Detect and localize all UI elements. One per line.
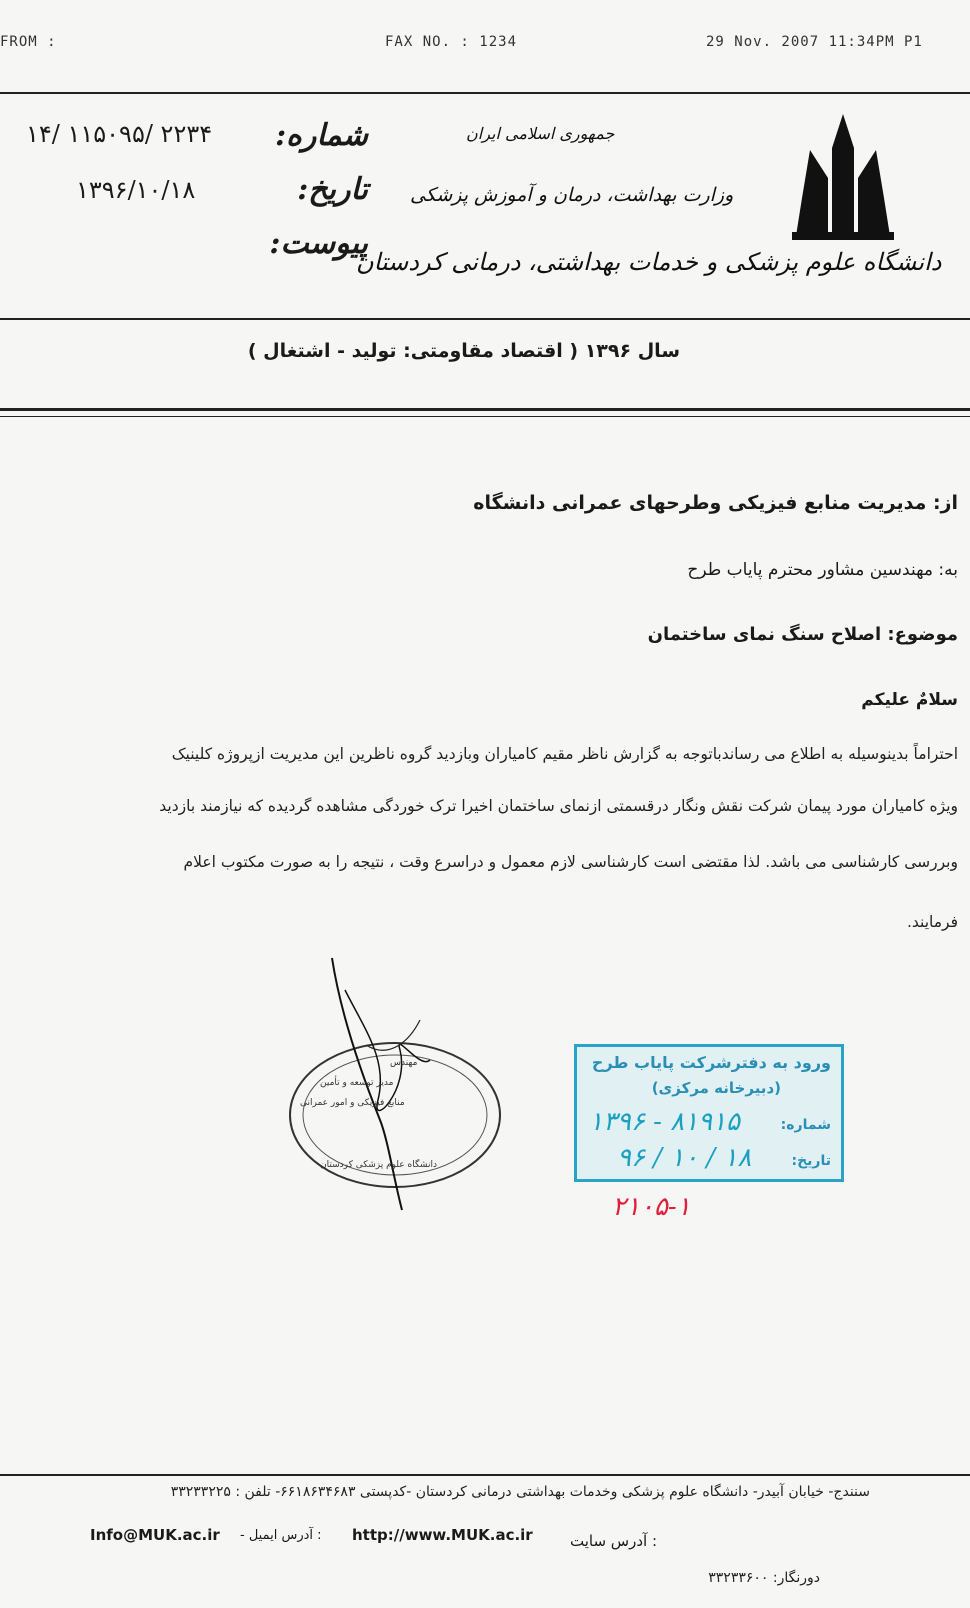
fax-datetime: 29 Nov. 2007 11:34PM P1: [706, 34, 923, 50]
university-logo: [788, 108, 898, 248]
letter-body-line: وبررسی کارشناسی می باشد. لذا مقتضی است کارشناسی لازم معمول و دراسرع وقت ، نتیجه را به صورت مکتوب اعلام: [183, 853, 958, 871]
letter-greeting: سلامٌ علیکم: [861, 690, 958, 710]
seal-text: مدیر توسعه و تأمین: [320, 1078, 394, 1088]
footer-divider: [0, 1474, 970, 1476]
slogan-divider-2: [0, 416, 970, 417]
letter-body-line: فرمایند.: [906, 913, 958, 931]
footer-website-label: آدرس سایت :: [570, 1532, 658, 1550]
fax-number: FAX NO. : 1234: [385, 34, 518, 50]
seal-text: دانشگاه علوم پزشکی کردستان: [320, 1160, 437, 1170]
top-border: [0, 92, 970, 94]
signature-seal: [270, 950, 520, 1230]
footer-website[interactable]: http://www.MUK.ac.ir: [352, 1526, 533, 1544]
slogan-divider-1: [0, 408, 970, 411]
letter-body-line: احتراماً بدینوسیله به اطلاع می رساندباتوجه به گزارش ناظر مقیم کامیاران وبازدید گروه ناظرین این مدیریت ازپروژه کلینیک: [171, 745, 958, 763]
letterhead-line1: جمهوری اسلامی ایران: [466, 124, 615, 143]
letter-subject: موضوع: اصلاح سنگ نمای ساختمان: [647, 624, 958, 645]
seal-text: مهندس: [390, 1058, 418, 1068]
footer-contact-row: [90, 1526, 850, 1550]
seal-text: منابع فیزیکی و امور عمرانی: [300, 1098, 405, 1108]
footer-fax: دورنگار: ۳۳۲۳۳۶۰۰: [708, 1570, 820, 1586]
footer-email-label: - آدرس ایمیل :: [240, 1528, 322, 1543]
stamp-number-value: ۱۳۹۶ - ۸۱۹۱۵: [589, 1107, 740, 1137]
stamp-date-value: ۹۶ / ۱۰ / ۱۸: [617, 1143, 752, 1173]
attachment-label: پیوست:: [269, 226, 368, 261]
footer-address: سنندج- خیابان آبیدر- دانشگاه علوم پزشکی وخدمات بهداشتی درمانی کردستان -کدپستی ۶۶۱۸۶۳۴۶۸۳- تلفن : ۳۳۲۳۳۲۲۵: [170, 1484, 870, 1500]
receipt-stamp: [574, 1044, 844, 1182]
date-label: تاریخ:: [297, 172, 368, 207]
number-value: ۱۴/ ۱۱۵۰۹۵/ ۲۲۳۴: [26, 120, 213, 148]
letter-to: به: مهندسین مشاور محترم پایاب طرح: [687, 560, 958, 580]
letterhead-line2: وزارت بهداشت، درمان و آموزش پزشکی: [410, 184, 734, 206]
year-slogan: سال ۱۳۹۶ ( اقتصاد مقاومتی: تولید - اشتغال ): [247, 340, 680, 362]
letterhead-line3: دانشگاه علوم پزشکی و خدمات بهداشتی، درمانی کردستان: [356, 248, 942, 276]
number-label: شماره:: [275, 118, 368, 153]
date-value: ۱۳۹۶/۱۰/۱۸: [76, 176, 196, 204]
letterhead-divider: [0, 318, 970, 320]
letter-body-line: ویژه کامیاران مورد پیمان شرکت نقش ونگار درقسمتی ازنمای ساختمان اخیرا ترک خوردگی مشاهده گردیده که نیازمند بازدید: [159, 797, 958, 815]
footer-email[interactable]: Info@MUK.ac.ir: [90, 1526, 220, 1544]
red-handwritten-note: ۲۱۰۵-۱: [612, 1192, 691, 1222]
fax-from: FROM :: [0, 34, 57, 50]
letter-from: از: مدیریت منابع فیزیکی وطرحهای عمرانی دانشگاه: [473, 492, 958, 514]
stamp-number-label: شماره:: [780, 1117, 831, 1133]
stamp-date-label: تاریخ:: [791, 1153, 831, 1169]
stamp-subtitle: (دبیرخانه مرکزی): [651, 1079, 781, 1097]
stamp-title: ورود به دفترشرکت پایاب طرح: [591, 1053, 831, 1072]
